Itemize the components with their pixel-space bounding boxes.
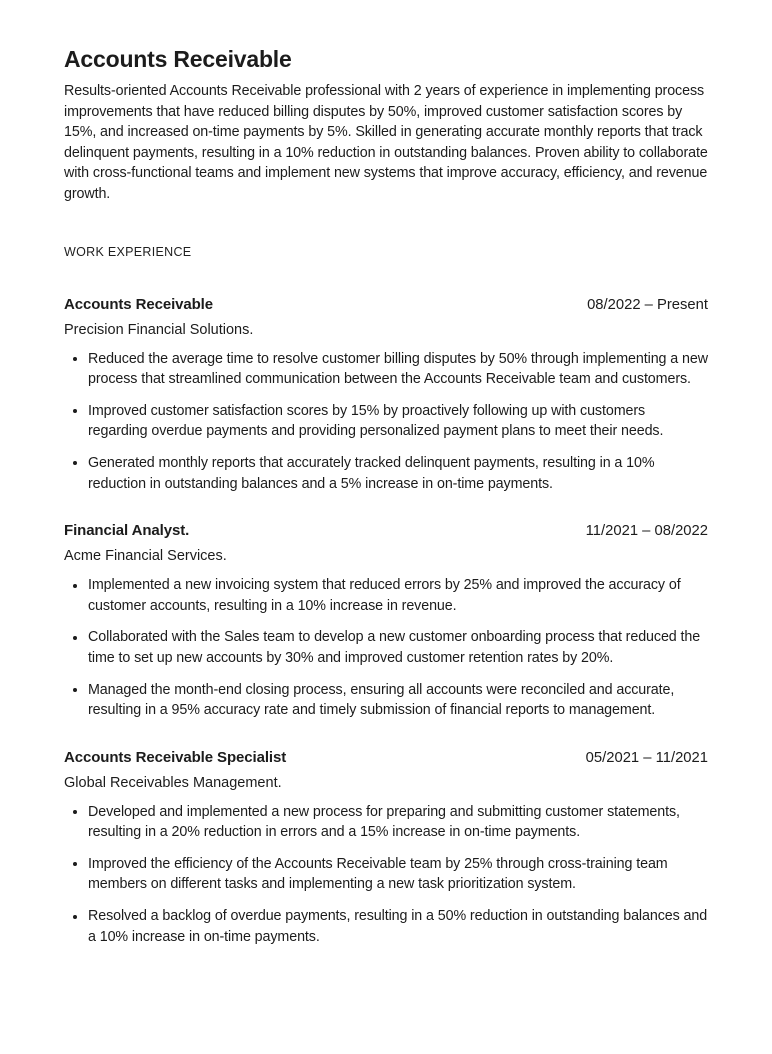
job-header xyxy=(64,296,708,313)
job-bullet-text: Developed and implemented a new process for preparing and submitting customer statements, resulting in a 20% reduction in errors and a 15% increase in on-time payments. xyxy=(88,803,680,841)
job-company: Precision Financial Solutions. xyxy=(64,321,254,338)
bullet-marker xyxy=(73,688,77,692)
bullet-marker xyxy=(73,584,77,588)
job-bullet xyxy=(64,854,708,895)
job-bullet-text: Implemented a new invoicing system that reduced errors by 25% and improved the accuracy of customer accounts, resulting in a 10% increase in revenue. xyxy=(88,577,681,614)
job-company: Global Receivables Management. xyxy=(64,774,282,791)
job-bullet-text: Improved the efficiency of the Accounts Receivable team by 25% through cross-training team members on different tasks and implementing a new task prioritization system. xyxy=(88,855,668,893)
bullet-marker xyxy=(73,461,77,465)
job-bullet-text: Generated monthly reports that accurately tracked delinquent payments, resulting in a 10% reduction in outstanding balances and a 5% increase in on-time payments. xyxy=(88,454,655,492)
bullet-marker xyxy=(73,810,77,814)
job-header xyxy=(64,749,708,766)
job-entry xyxy=(64,522,708,721)
bullet-marker xyxy=(73,915,77,919)
job-company: Acme Financial Services. xyxy=(64,548,227,565)
job-dates: 08/2022 – Present xyxy=(587,296,708,313)
page-title: Accounts Receivable xyxy=(64,46,292,72)
bullet-marker xyxy=(73,409,77,413)
summary-paragraph: Results-oriented Accounts Receivable professional with 2 years of experience in implementing process improvements that have reduced billing disputes by 50%, improved customer satisfaction scores by 15%, and increased on-time payments by 5%. Skilled in generating accurate monthly reports that track delinquent payments, resulting in a 10% reduction in outstanding balances. Proven ability to collaborate with cross-functional teams and implement new systems that improve accuracy, efficiency, and revenue growth. xyxy=(64,83,708,202)
job-bullet xyxy=(64,802,708,843)
job-bullet xyxy=(64,401,708,442)
job-bullet-list xyxy=(64,802,708,948)
job-bullet-text: Resolved a backlog of overdue payments, resulting in a 50% reduction in outstanding balances and a 10% increase in on-time payments. xyxy=(88,908,708,945)
job-bullet xyxy=(64,453,708,494)
job-bullet xyxy=(64,349,708,390)
bullet-marker xyxy=(73,357,77,361)
job-bullet xyxy=(64,680,708,721)
job-entry xyxy=(64,749,708,948)
job-bullet xyxy=(64,575,708,616)
job-bullet-text: Improved customer satisfaction scores by 15% by proactively following up with customers regarding overdue payments and providing personalized payment plans to meet their needs. xyxy=(88,402,664,440)
job-dates: 11/2021 – 08/2022 xyxy=(585,523,708,540)
job-bullet-list xyxy=(64,349,708,495)
bullet-marker xyxy=(73,636,77,640)
job-bullet-list xyxy=(64,575,708,721)
job-dates: 05/2021 – 11/2021 xyxy=(585,749,708,766)
job-header xyxy=(64,522,708,539)
job-bullet-text: Collaborated with the Sales team to develop a new customer onboarding process that reduced the time to set up new accounts by 30% and improved customer retention rates by 20%. xyxy=(88,629,701,666)
bullet-marker xyxy=(73,862,77,866)
work-experience-heading: WORK EXPERIENCE xyxy=(64,244,192,259)
job-bullet xyxy=(64,627,708,668)
job-title: Financial Analyst. xyxy=(64,522,190,540)
job-bullet-text: Reduced the average time to resolve customer billing disputes by 50% through implementing a new process that streamlined communication between the Accounts Receivable team and customers. xyxy=(88,350,708,388)
job-entry xyxy=(64,296,708,495)
job-bullet-text: Managed the month-end closing process, ensuring all accounts were reconciled and accurate, resulting in a 95% accuracy rate and timely submission of financial reports to management. xyxy=(88,681,675,719)
job-bullet xyxy=(64,906,708,947)
job-title: Accounts Receivable Specialist xyxy=(64,748,287,766)
job-title: Accounts Receivable xyxy=(64,295,213,313)
